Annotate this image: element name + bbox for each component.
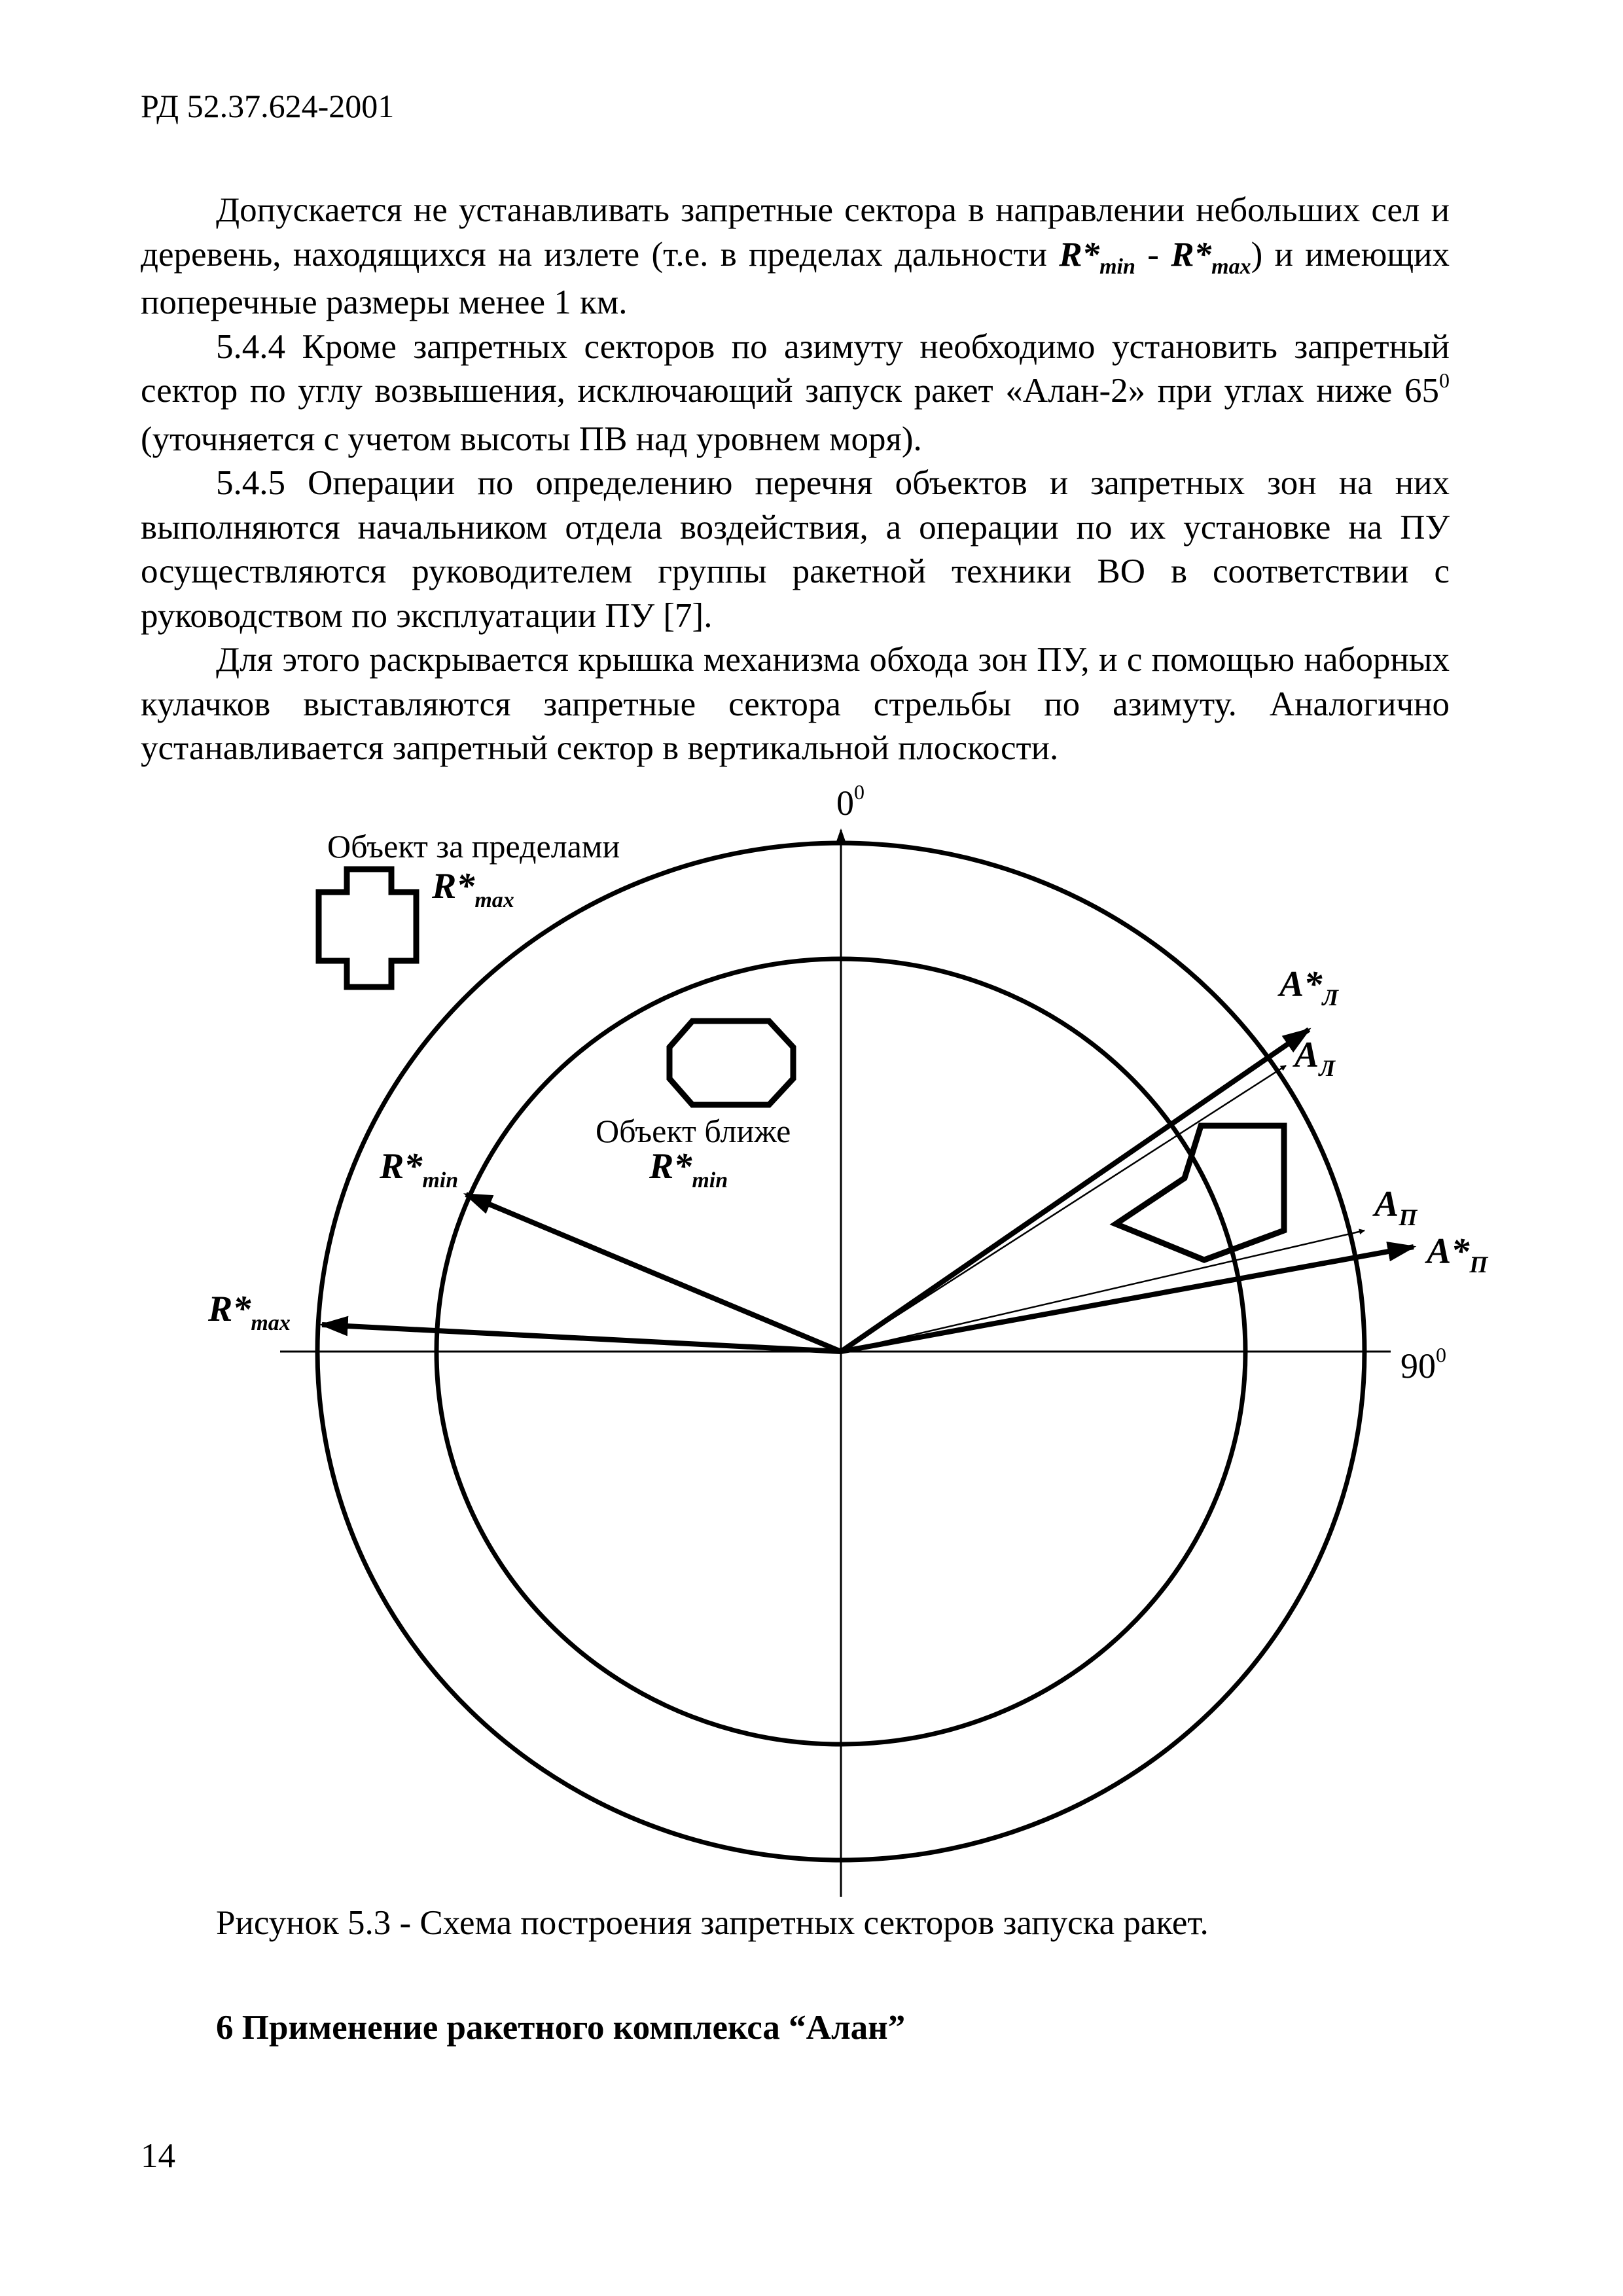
- a-star-p-vector: [841, 1247, 1414, 1352]
- figure-caption: Рисунок 5.3 - Схема построения запретных секторов запуска ракет.: [216, 1904, 1209, 1942]
- r-max-label: $R*_{max}$: [208, 1289, 291, 1335]
- object-closer-shape: [669, 1021, 793, 1105]
- object-outside-r-label: $R*_{max}$: [432, 866, 514, 912]
- a-l-label: $A_Л$: [1294, 1035, 1336, 1081]
- paragraph-1: Допускается не устанавливать запретные сектора в направлении небольших сел и деревень, находящихся на излете (т.е. в пределах дальности $R*_{min} - R*_{max}$) и имеющих поперечные размеры менее 1 км.: [141, 191, 1450, 321]
- a-star-p-label: $A*_П$: [1427, 1231, 1488, 1278]
- a-star-l-label: $A*_Л$: [1279, 964, 1339, 1011]
- object-closer-label: Объект ближе: [596, 1113, 791, 1149]
- section-heading: 6 Применение ракетного комплекса “Алан”: [216, 2009, 906, 2047]
- east-label: $90^0$: [1400, 1343, 1446, 1386]
- object-outside-shape: [319, 869, 416, 987]
- object-closer-r-label: $R*_{min}$: [649, 1146, 728, 1193]
- rmax-vector: [322, 1325, 841, 1352]
- a-p-line: [841, 1230, 1364, 1352]
- paragraph-4: Для этого раскрывается крышка механизма обхода зон ПУ, и с помощью наборных кулачков выставляются запретные сектора стрельбы по азимуту. Аналогично устанавливается запретный сектор в вертикальной плоскости.: [141, 641, 1450, 767]
- a-p-label: $A_П$: [1374, 1184, 1418, 1230]
- north-label: $0^0$: [836, 780, 865, 823]
- object-outside-label: Объект за пределами: [327, 828, 620, 865]
- paragraph-5-4-5: 5.4.5 Операции по определению перечня объектов и запретных зон на них выполняются начальником отдела воздействия, а операции по их установке на ПУ осуществляются руководителем группы ракетной техники ВО в соответствии с руководством по эксплуатации ПУ [7].: [141, 464, 1450, 635]
- paragraph-5-4-4: 5.4.4 Кроме запретных секторов по азимуту необходимо установить запретный сектор по углу возвышения, исключающий запуск ракет «Алан-2» при углах ниже $65^0$ (уточняется с учетом высоты ПВ над уровнем моря).: [141, 327, 1450, 458]
- page-number: 14: [141, 2137, 175, 2175]
- r-min-label: $R*_{min}$: [380, 1146, 459, 1193]
- document-code: РД 52.37.624-2001: [141, 88, 395, 124]
- a-star-l-vector: [841, 1030, 1309, 1352]
- rmin-vector: [466, 1194, 841, 1352]
